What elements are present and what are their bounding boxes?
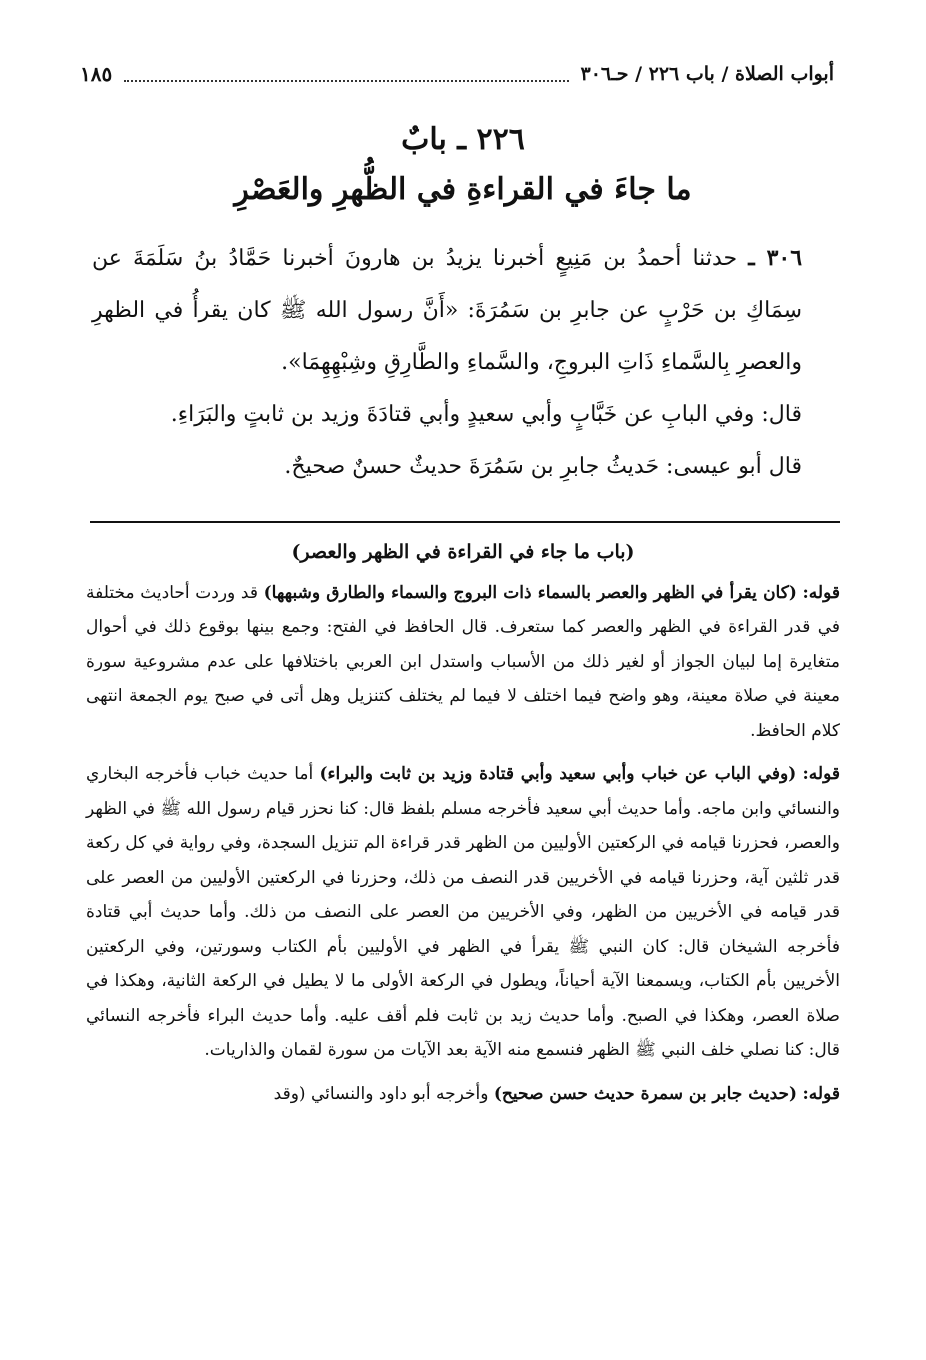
commentary-quote: (كان يقرأ في الظهر والعصر بالسماء ذات البروج والسماء والطارق وشبهها) xyxy=(263,582,797,603)
commentary-lead: قوله: xyxy=(802,764,840,784)
chapter-title: ما جاءَ في القراءةِ في الظُّهرِ والعَصْرِ xyxy=(234,172,692,207)
commentary-text: أما حديث خباب فأخرجه البخاري والنسائي وابن ماجه. وأما حديث أبي سعيد فأخرجه مسلم بلفظ قال: كنا نحزر قيام رسول الله ﷺ في الظهر والعصر، فحزرنا قيامه في الركعتين الأوليين من الظهر قدر قراءة الم تنزيل السجدة، وفي رواية في كل ركعة قدر ثلثين آية، وحزرنا قيامه في الأخريين قدر النصف من ذلك، وحزرنا في الركعتين الأوليين من العصر على قدر قيامه في الأخريين من الظهر، وفي الأخريين من العصر على النصف من ذلك. وأما حديث أبي قتادة فأخرجه الشيخان قال: كان النبي ﷺ يقرأ في الظهر في الأوليين بأم الكتاب وسورتين، وفي الركعتين الأخريين بأم الكتاب، ويسمعنا الآية أحياناً، ويطول في الركعة الأولى ما لا يطيل في الركعة الثانية، وهكذا في صلاة العصر، وهكذا في الصبح. وأما حديث زيد بن ثابت فلم أقف عليه. وأما حديث البراء فأخرجه النسائي قال: كنا نصلي خلف النبي ﷺ الظهر فنسمع منه الآية بعد الآيات من سورة لقمان والذاريات. xyxy=(86,764,840,1060)
commentary-paragraph xyxy=(86,757,840,1068)
hadith-bab-note: قال: وفي البابِ عن خَبَّابٍ وأبي سعيدٍ وأبي قتادَةَ وزيد بن ثابتٍ والبَرَاءِ. xyxy=(170,402,802,427)
commentary-text: وأخرجه أبو داود والنسائي (وقد xyxy=(273,1083,489,1104)
commentary-paragraph xyxy=(86,1077,840,1112)
footnote-divider xyxy=(90,521,840,523)
commentary-heading: (باب ما جاء في القراءة في الظهر والعصر) xyxy=(291,541,635,563)
hadith-block xyxy=(92,232,838,493)
page-number: ١٨٥ xyxy=(80,62,113,86)
chapter-heading xyxy=(90,116,836,216)
hadith-grading: قال أبو عيسى: حَديثُ جابرِ بن سَمُرَةَ حديثٌ حسنٌ صحيحٌ. xyxy=(284,454,802,479)
chapter-number: ٢٢٦ ـ بابٌ xyxy=(401,122,525,157)
running-header xyxy=(80,56,834,92)
dotted-leader xyxy=(124,78,568,82)
commentary-text: قد وردت أحاديث مختلفة في قدر القراءة في الظهر والعصر كما ستعرف. قال الحافظ في الفتح: وجمع بينها بوقوع ذلك في أحوال متغايرة إما لبيان الجواز أو لغير ذلك من الأسباب واستدل ابن العربي باختلافها على عدم مشروعية سورة معينة في صلاة معينة، وهو واضح فيما اختلف لا فيما لم يختلف كتنزيل وهل أتى في صبح يوم الجمعة انتهى كلام الحافظ. xyxy=(86,582,840,741)
hadith-text: حدثنا أحمدُ بن مَنِيعٍ أخبرنا يزيدُ بن هارونَ أخبرنا حَمَّادُ بنُ سَلَمَةَ عن سِمَاكِ بن حَرْبٍ عن جابرِ بن سَمُرَةَ: «أَنَّ رسول الله ﷺ كان يقرأُ في الظهرِ والعصرِ بِالسَّماءِ ذَاتِ البروجِ، والسَّماءِ والطَّارِقِ وشِبْهِهِمَا». xyxy=(92,246,802,375)
hadith-paragraph xyxy=(92,232,838,389)
commentary-lead: قوله: xyxy=(802,582,841,603)
running-header-title: أبواب الصلاة / باب ٢٢٦ / حـ٣٠٦ xyxy=(580,63,834,85)
commentary-lead: قوله: xyxy=(802,1083,840,1104)
hadith-number: ٣٠٦ ـ xyxy=(748,245,803,271)
commentary-quote: (وفي الباب عن خباب وأبي سعيد وأبي قتادة وزيد بن ثابت والبراء) xyxy=(319,764,797,784)
commentary xyxy=(86,535,840,1120)
commentary-quote: (حديث جابر بن سمرة حديث حسن صحيح) xyxy=(493,1083,798,1104)
commentary-paragraph xyxy=(86,576,840,749)
